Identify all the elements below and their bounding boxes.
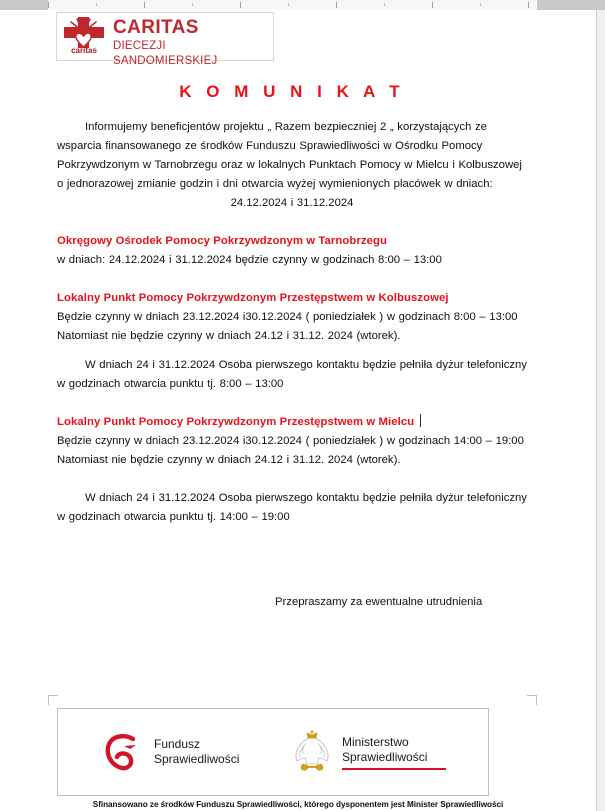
ministerstwo-logo-line2: Sprawiedliwości [342,749,428,764]
caritas-wordmark [113,17,273,69]
ruler-tick [336,2,337,8]
section-note-line: W dniach 24 i 31.12.2024 Osoba pierwszego kontaktu będzie pełniła dyżur telefoniczny [85,359,527,371]
fundusz-logo-line2: Sprawiedliwości [154,752,240,766]
text-boundary-corner [527,695,537,705]
caritas-mark-caption: caritas [71,46,97,55]
ruler-tick [384,3,385,6]
vertical-scrollbar-gutter[interactable] [596,10,605,811]
ruler-text-band [48,0,537,10]
caritas-brand-line2: DIECEZJI SANDOMIERSKIEJ [113,40,218,67]
financing-note: Sfinansowano ze środków Funduszu Sprawiedliwości, którego dysponentem jest Minister Sprawiedliwości [92,800,504,809]
fundusz-sprawiedliwosci-logo [100,729,146,775]
document-body[interactable] [57,82,527,612]
ruler-tick [192,3,193,6]
section-note-line: W dniach 24 i 31.12.2024 Osoba pierwszego kontaktu będzie pełniła dyżur telefoniczny [85,492,527,504]
section-line: Będzie czynny w dniach 23.12.2024 i30.12.2024 ( poniedziałek ) w godzinach 14:00 – 19:00 [57,435,524,447]
apology-line: Przepraszamy za ewentualne utrudnienia [275,596,483,608]
section-note-line: w godzinach otwarcia punktu tj. 14:00 – 19:00 [57,511,290,523]
ruler-tick [528,2,529,8]
section-heading-kolbuszowa: Lokalny Punkt Pomocy Pokrzywdzonym Przestępstwem w Kolbuszowej [57,292,449,304]
ministerstwo-logo-line1: Ministerstwo [342,734,409,749]
ministerstwo-logo-text [342,735,446,770]
ruler-tick [480,3,481,6]
section-line: w dniach: 24.12.2024 i 31.12.2024 będzie czynny w godzinach 8:00 – 13:00 [57,254,442,266]
polish-eagle-emblem-icon [290,729,334,775]
section-heading-mielec-text: Lokalny Punkt Pomocy Pokrzywdzonym Przestępstwem w Mielcu [57,416,415,428]
caritas-brand-line1: CARITAS [113,17,199,38]
section-heading-mielec [57,413,527,432]
intro-dates: 24.12.2024 i 31.12.2024 [230,197,354,209]
ministerstwo-logo-cell [290,709,446,795]
footer-logo-table [57,708,489,796]
page-title: K O M U N I K A T [179,82,405,101]
ruler-tick [96,3,97,6]
ruler-tick [240,2,241,8]
section-line: Natomiast nie będzie czynny w dniach 24.12 i 31.12. 2024 (wtorek). [57,330,401,342]
ruler-tick [48,2,49,8]
section-note-line: w godzinach otwarcia punktu tj. 8:00 – 13:00 [57,378,284,390]
text-boundary-corner [48,695,58,705]
document-page [0,10,596,811]
fundusz-logo-cell [100,709,239,795]
ruler-tick [432,2,433,8]
ruler-tick [144,2,145,8]
fundusz-logo-line1: Fundusz [154,737,201,751]
section-line: Natomiast nie będzie czynny w dniach 24.12 i 31.12. 2024 (wtorek). [57,454,401,466]
text-cursor-caret [420,414,421,427]
ruler-tick [288,3,289,6]
fundusz-logo-text [154,737,239,767]
ruler-left-margin-band [0,0,48,10]
ministerstwo-red-rule [342,768,446,770]
ruler-right-margin-band [537,0,605,10]
intro-paragraph: Informujemy beneficjentów projektu „ Razem bezpieczniej 2 „ korzystających ze wsparcia finansowanego ze środków Funduszu Sprawiedliwości w Ośrodku Pomocy Pokrzywdzonym w Tarnobrzegu oraz w lokalnych Punktach Pomocy w Mielcu i Kolbuszowej o jednorazowej zmianie godzin i dni otwarcia wyżej wymienionych placówek w dniach: [57,121,522,190]
caritas-logo [56,12,274,67]
section-heading-tarnobrzeg: Okręgowy Ośrodek Pomocy Pokrzywdzonym w Tarnobrzegu [57,235,388,247]
section-line: Będzie czynny w dniach 23.12.2024 i30.12.2024 ( poniedziałek ) w godzinach 8:00 – 13:00 [57,311,518,323]
